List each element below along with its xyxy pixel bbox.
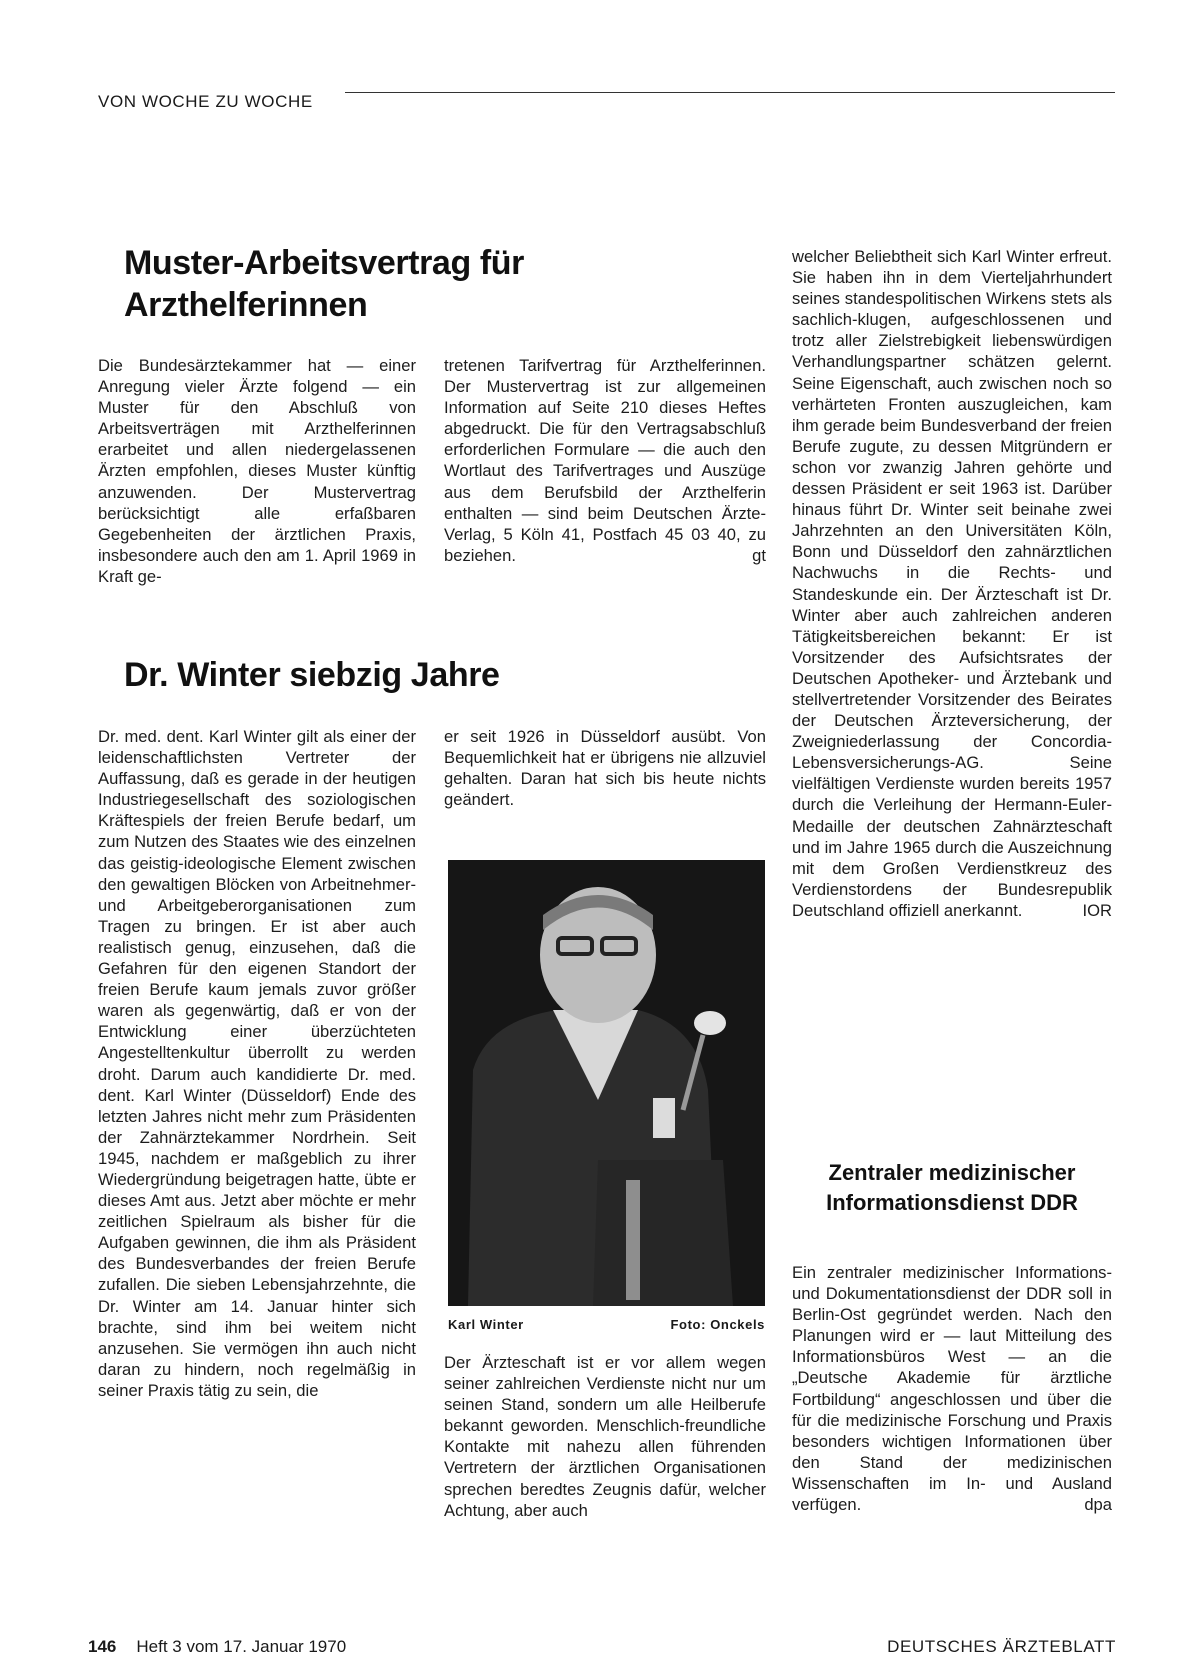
article-title-muster-arbeitsvertrag: Muster-Arbeitsvertrag für Arzthelferinnen [124, 244, 524, 324]
article3-signature: dpa [1084, 1495, 1112, 1515]
article2-column-2-top [444, 726, 766, 810]
article2-text-1: Dr. med. dent. Karl Winter gilt als einer der leidenschaftlichsten Vertreter der Auffassung, daß es gerade in der heutigen Industriegesellschaft des soziologischen Kräftespiels der freien Berufe bedarf, um zum Nutzen des Staates wie des einzelnen das geistig-ideologische Element zwischen den gewaltigen Blöcken von Arbeitnehmer- und Arbeitgeberorganisationen zum Tragen zu bringen. Er ist aber auch realistisch genug, einzusehen, daß die Gefahren für den eigenen Standort der freien Berufe kaum jemals zuvor größer waren als gegenwärtig, daß er von der Entwicklung einer überzüchteten Angestelltenkultur überrollt zu werden droht. Darum auch kandidierte Dr. med. dent. Karl Winter (Düsseldorf) Ende des letzten Jahres nicht mehr zum Präsidenten der Zahnärztekammer Nordrhein. Seit 1945, nachdem er maßgeblich zu ihrer Wiedergründung beigetragen hatte, übte er dieses Amt aus. Jetzt aber möchte er mehr zeitlichen Spielraum als bisher für die Aufgaben gewinnen, die ihm als Präsident des Bundesverbandes der freien Berufe zufallen. Die sieben Lebensjahrzehnte, die Dr. Winter am 14. Januar hinter sich brachte, sind ihm bei weitem nicht anzusehen. Sie vermögen ihn auch nicht daran zu hindern, noch regelmäßig in seiner Praxis tätig zu sein, die [98, 727, 416, 1400]
page-number: 146 [88, 1637, 117, 1656]
photo-caption-name: Karl Winter [448, 1317, 524, 1332]
article2-column-3 [792, 246, 1112, 921]
publication-name: DEUTSCHES ÄRZTEBLATT [887, 1637, 1116, 1656]
issue-info: Heft 3 vom 17. Januar 1970 [136, 1637, 347, 1656]
article-title-informationsdienst: Zentraler medizinischer Informationsdienst DDR [826, 1160, 1078, 1215]
article2-column-2-bottom [444, 1352, 766, 1521]
header-rule [345, 92, 1115, 93]
photo-credit: Foto: Onckels [670, 1317, 765, 1332]
portrait-photo [448, 860, 765, 1306]
article2-text-4: welcher Beliebtheit sich Karl Winter erfreut. Sie haben ihn in dem Vierteljahrhundert seines standespolitischen Wirkens stets als sachlich-klugen, aufgeschlossenen und trotz aller Zielstrebigkeit liebenswürdigen Verhandlungspartner schätzen gelernt. Seine Eigenschaft, auch zwischen noch so verhärteten Fronten auszugleichen, kam ihm gerade beim Bundesverband der freien Berufe zugute, zu dessen Mitgründern er schon vor zwanzig Jahren gehörte und dessen Präsident er seit 1963 ist. Darüber hinaus führt Dr. Winter seit beinahe zwei Jahrzehnten an den Universitäten Köln, Bonn und Düsseldorf den zahnärztlichen Nachwuchs in die Rechts- und Standeskunde ein. Der Ärzteschaft ist Dr. Winter aber auch zahlreichen anderen Tätigkeitsbereichen bekannt: Er ist Vorsitzender des Aufsichtsrates der Deutschen Apotheker- und Ärztebank und stellvertretender Vorsitzender des Beirates der Deutschen Ärzteversicherung, der Zweigniederlassung der Concordia-Lebensversicherungs-AG. Seine vielfältigen Verdienste wurden bereits 1957 durch die Verleihung der Hermann-Euler-Medaille der deutschen Zahnärzteschaft und im Jahre 1965 durch die Auszeichnung mit dem Großen Verdienstkreuz des Verdienstordens der Bundesrepublik Deutschland offiziell anerkannt. [792, 247, 1112, 920]
article3-column [792, 1262, 1112, 1515]
article1-text-2: tretenen Tarifvertrag für Arzthelferinnen. Der Mustervertrag ist zur allgemeinen Information auf Seite 210 dieses Heftes abgedruckt. Die für den Vertragsabschluß erforderlichen Formulare — die auch den Wortlaut des Tarifvertrages und Auszüge aus dem Berufsbild der Arzthelferin enthalten — sind beim Deutschen Ärzte-Verlag, 5 Köln 41, Postfach 45 03 40, zu beziehen. [444, 356, 766, 565]
article2-signature: IOR [1082, 900, 1112, 920]
article1-signature: gt [752, 545, 766, 565]
article1-column-1 [98, 355, 416, 587]
article1-column-2 [444, 355, 766, 566]
article2-column-1 [98, 726, 416, 1401]
photo-caption [448, 1317, 765, 1332]
article1-text-1: Die Bundesärztekammer hat — einer Anregung vieler Ärzte folgend — ein Muster für den Abschluß von Arbeitsverträgen mit Arzthelferinnen erarbeitet und allen niedergelassenen Ärzten empfohlen, dieses Muster künftig anzuwenden. Der Mustervertrag berücksichtigt alle erfaßbaren Gegebenheiten der ärztlichen Praxis, insbesondere auch den am 1. April 1969 in Kraft ge- [98, 356, 416, 586]
footer-left [88, 1637, 346, 1657]
article-title-dr-winter: Dr. Winter siebzig Jahre [124, 656, 500, 694]
article3-text: Ein zentraler medizinischer Informations- und Dokumentationsdienst der DDR soll in Berlin-Ost gegründet werden. Nach den Planungen wird er — laut Mitteilung des Informationsbüros West — an die „Deutsche Akademie für ärztliche Fortbildung“ angeschlossen und über die für die medizinische Forschung und Praxis besonders wichtigen Informationen über den Stand der medizinischen Wissenschaften im In- und Ausland verfügen. [792, 1263, 1112, 1515]
article2-text-2: er seit 1926 in Düsseldorf ausübt. Von Bequemlichkeit hat er übrigens nie allzuviel gehalten. Daran hat sich bis heute nichts geändert. [444, 727, 766, 810]
article2-text-3: Der Ärzteschaft ist er vor allem wegen seiner zahlreichen Verdienste nicht nur um seinen Stand, sondern um alle Heilberufe bekannt geworden. Menschlich-freundliche Kontakte mit nahezu allen führenden Vertretern der ärztlichen Organisationen sprechen beredtes Zeugnis dafür, welcher Achtung, aber auch [444, 1353, 766, 1520]
section-header: VON WOCHE ZU WOCHE [98, 92, 313, 111]
